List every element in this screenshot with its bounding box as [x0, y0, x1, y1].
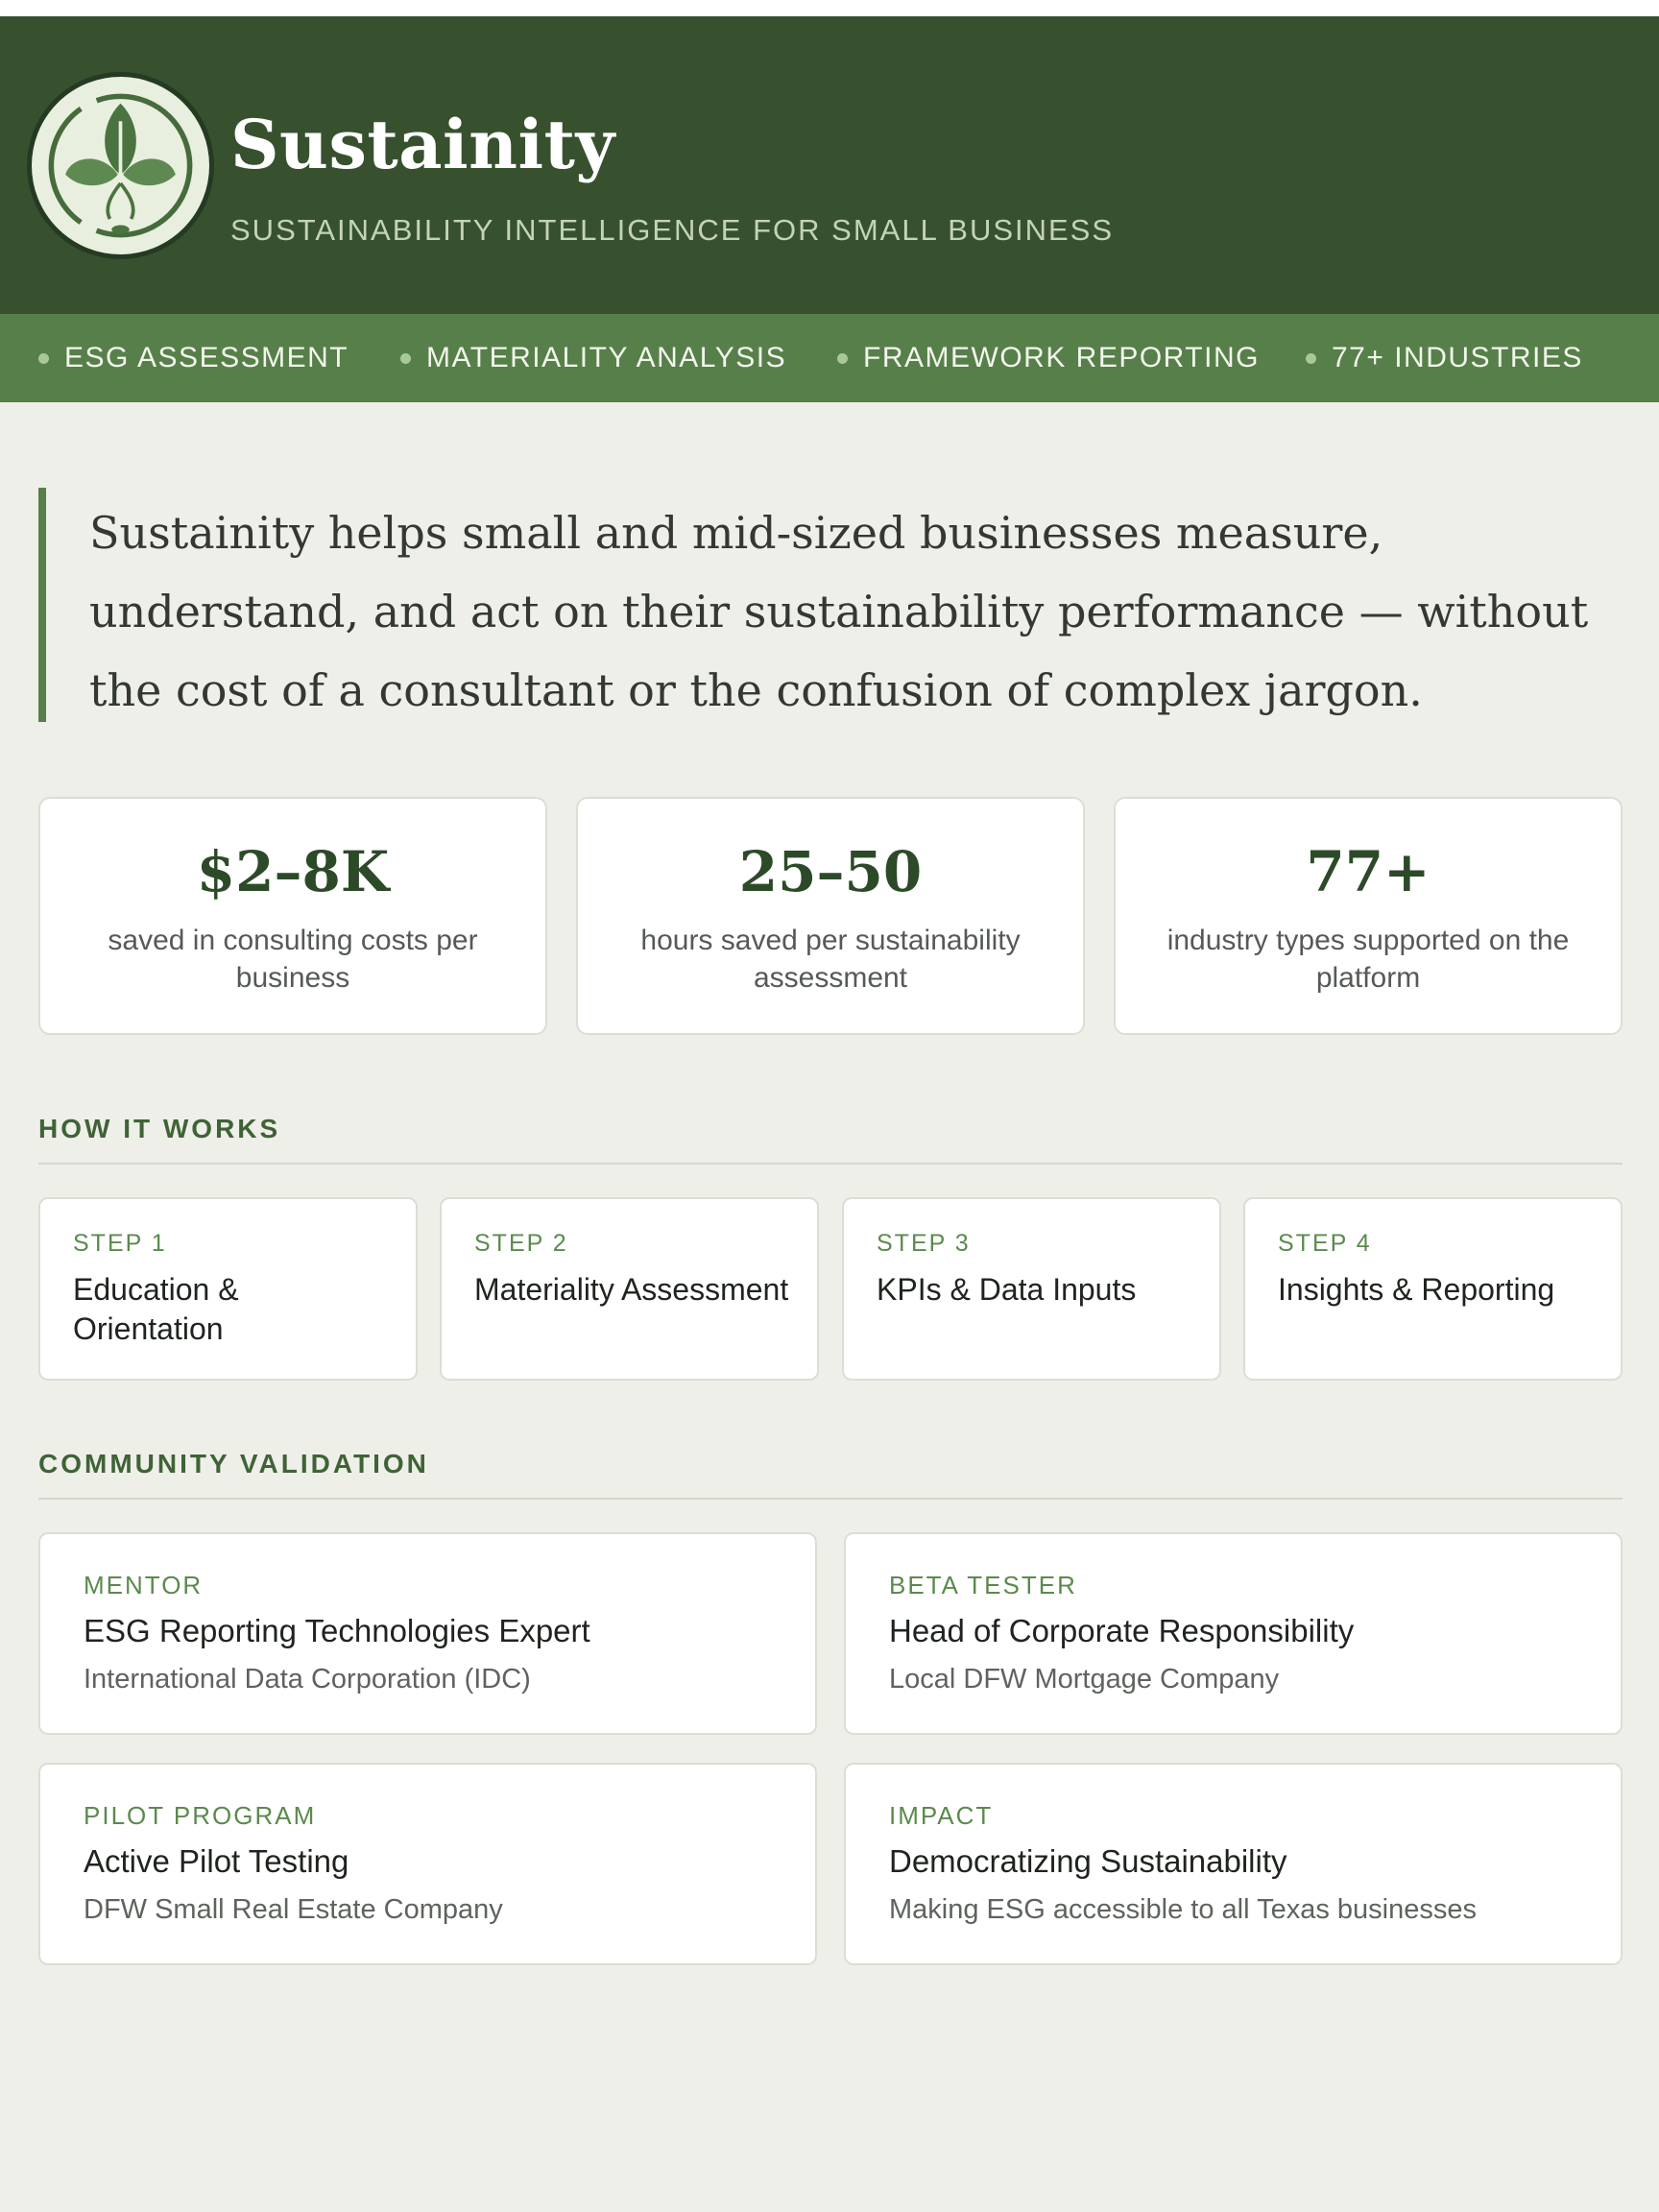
nav-item-label: FRAMEWORK REPORTING: [863, 342, 1260, 373]
card-tag: MENTOR: [84, 1571, 204, 1599]
stat-value: $2–8K: [196, 839, 390, 904]
card-title: Active Pilot Testing: [84, 1843, 349, 1879]
step-card-3[interactable]: [842, 1197, 1221, 1381]
step-title: Materiality Assessment: [474, 1272, 789, 1307]
section-divider: [38, 1163, 1623, 1165]
card-tag: PILOT PROGRAM: [84, 1801, 317, 1830]
nav-item-framework-reporting[interactable]: [837, 314, 1260, 402]
bullet-dot-icon: [1306, 353, 1316, 364]
stat-value: 77+: [1306, 839, 1431, 904]
community-validation-heading: COMMUNITY VALIDATION: [38, 1449, 429, 1479]
bullet-dot-icon: [837, 353, 848, 364]
step-title: Education & Orientation: [73, 1272, 239, 1346]
validation-card-mentor: [38, 1532, 817, 1735]
stat-label: saved in consulting costs per business: [108, 925, 478, 994]
validation-card-pilot-program: [38, 1763, 817, 1965]
card-tag: BETA TESTER: [889, 1571, 1077, 1599]
card-tag: IMPACT: [889, 1801, 994, 1830]
nav-item-label: 77+ INDUSTRIES: [1332, 342, 1583, 373]
step-number: STEP 3: [877, 1230, 971, 1257]
step-number: STEP 1: [73, 1230, 167, 1257]
step-title: KPIs & Data Inputs: [877, 1272, 1137, 1307]
nav-item-label: ESG ASSESSMENT: [64, 342, 349, 373]
stat-card-hours-saved: [576, 797, 1085, 1035]
header: [0, 16, 1659, 314]
card-subtitle: International Data Corporation (IDC): [84, 1664, 531, 1695]
step-number: STEP 4: [1278, 1230, 1372, 1257]
top-strip: [0, 0, 1659, 16]
feature-nav-bar: [0, 314, 1659, 402]
card-subtitle: Making ESG accessible to all Texas businesses: [889, 1894, 1477, 1925]
step-card-1[interactable]: [38, 1197, 418, 1381]
bullet-dot-icon: [38, 353, 49, 364]
step-title: Insights & Reporting: [1278, 1272, 1555, 1307]
intro-blockquote: Sustainity helps small and mid-sized businesses measure, understand, and act on their sustainability performance — without the cost of a consultant or the confusion of complex jargon.: [38, 488, 1623, 722]
card-title: Democratizing Sustainability: [889, 1843, 1287, 1879]
stat-label: hours saved per sustainability assessment: [640, 925, 1021, 994]
bullet-dot-icon: [400, 353, 411, 364]
nav-item-esg-assessment[interactable]: [38, 314, 349, 402]
stat-label: industry types supported on the platform: [1166, 925, 1570, 994]
nav-item-materiality-analysis[interactable]: [400, 314, 786, 402]
card-subtitle: Local DFW Mortgage Company: [889, 1664, 1280, 1695]
how-it-works-heading: HOW IT WORKS: [38, 1114, 281, 1143]
stat-card-consulting-savings: [38, 797, 547, 1035]
step-card-2[interactable]: [440, 1197, 819, 1381]
nav-item-industries[interactable]: [1306, 314, 1583, 402]
brand-tagline: SUSTAINABILITY INTELLIGENCE FOR SMALL BUSINESS: [230, 213, 1115, 247]
section-divider: [38, 1498, 1623, 1500]
step-number: STEP 2: [474, 1230, 568, 1257]
stat-value: 25–50: [738, 839, 923, 904]
card-subtitle: DFW Small Real Estate Company: [84, 1894, 503, 1925]
brand-name: Sustainity: [230, 105, 615, 184]
validation-card-impact: [844, 1763, 1623, 1965]
card-title: Head of Corporate Responsibility: [889, 1613, 1355, 1648]
validation-card-beta-tester: [844, 1532, 1623, 1735]
nav-item-label: MATERIALITY ANALYSIS: [426, 342, 787, 373]
leaf-sprout-icon: [27, 72, 214, 259]
step-card-4[interactable]: [1243, 1197, 1623, 1381]
stat-card-industry-types: [1114, 797, 1623, 1035]
card-title: ESG Reporting Technologies Expert: [84, 1613, 590, 1648]
